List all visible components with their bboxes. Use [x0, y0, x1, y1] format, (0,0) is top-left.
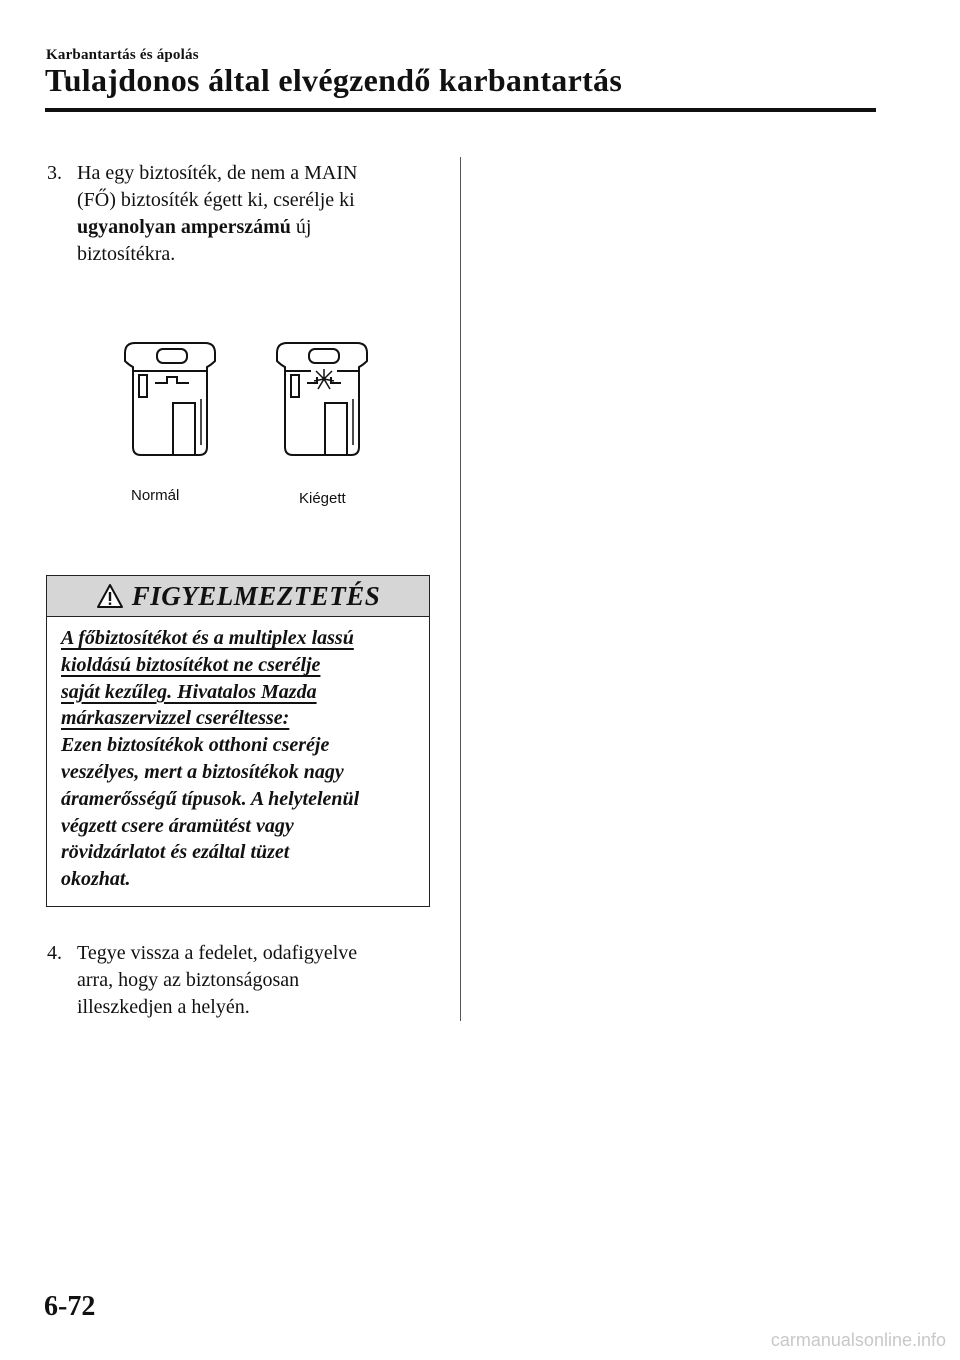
step-number: 3.	[47, 162, 62, 184]
step-text: illeszkedjen a helyén.	[77, 996, 250, 1018]
warning-line: veszélyes, mert a biztosítékok nagy	[61, 760, 344, 783]
warning-line: végzett csere áramütést vagy	[61, 814, 294, 837]
title-rule	[45, 108, 876, 112]
warning-line: okozhat.	[61, 868, 131, 891]
warning-title: FIGYELMEZTETÉS	[131, 580, 381, 611]
warning-box	[46, 575, 430, 907]
normal-fuse-icon	[125, 343, 215, 455]
step-text: Tegye vissza a fedelet, odafigyelve	[77, 942, 358, 964]
warning-body	[47, 617, 429, 893]
step-text: (FŐ) biztosíték égett ki, cserélje ki	[77, 189, 355, 211]
step-text: arra, hogy az biztonságosan	[77, 969, 300, 991]
watermark: carmanualsonline.info	[770, 1330, 946, 1350]
normal-fuse-label: Normál	[131, 487, 180, 504]
emphasis-text: ugyanolyan amperszámú	[77, 216, 291, 238]
fuse-diagram	[115, 335, 375, 475]
warning-line: saját kezűleg. Hivatalos Mazda	[61, 680, 317, 703]
step-4	[47, 940, 437, 1021]
warning-header	[47, 576, 429, 617]
warning-line: áramerősségű típusok. A helytelenül	[61, 787, 360, 810]
warning-line: kioldású biztosítékot ne cserélje	[61, 653, 321, 676]
step-text-rest: új	[290, 216, 312, 238]
warning-triangle-icon	[96, 583, 124, 609]
fuse-illustration	[115, 335, 375, 515]
warning-line: rövidzárlatot és ezáltal tüzet	[61, 841, 290, 864]
page-title: Tulajdonos által elvégzendő karbantartás	[45, 62, 623, 98]
blown-fuse-label: Kiégett	[299, 490, 346, 507]
column-divider	[460, 157, 461, 1021]
blown-fuse-icon	[277, 343, 367, 455]
step-number: 4.	[47, 942, 62, 964]
page-number: 6-72	[44, 1291, 96, 1322]
warning-line: márkaszervizzel cseréltesse:	[61, 707, 290, 730]
warning-line: A főbiztosítékot és a multiplex lassú	[61, 627, 354, 649]
step-text: biztosítékra.	[77, 243, 176, 265]
warning-line: Ezen biztosítékok otthoni cseréje	[61, 734, 330, 757]
step-text: Ha egy biztosíték, de nem a MAIN	[77, 162, 358, 184]
step-3	[47, 160, 437, 268]
section-label: Karbantartás és ápolás	[46, 47, 199, 63]
step-text	[47, 214, 437, 241]
